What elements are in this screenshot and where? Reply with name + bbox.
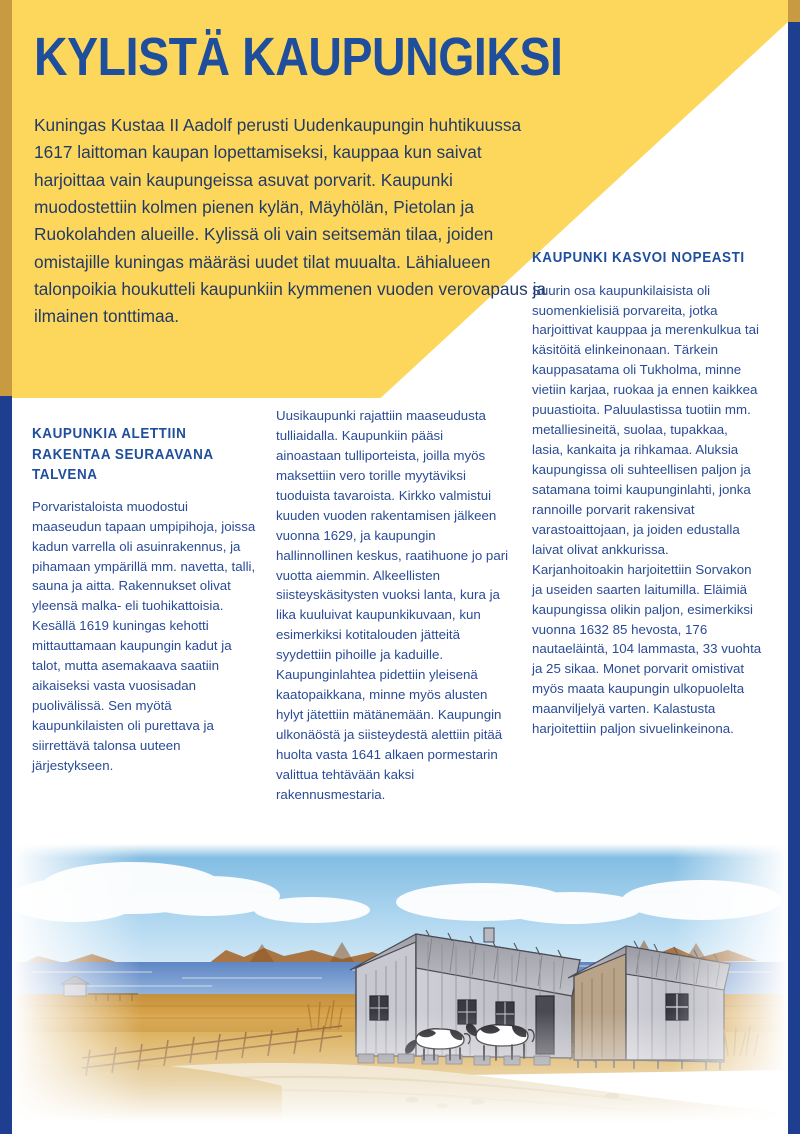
column-left [32, 424, 260, 776]
landscape-illustration-svg [12, 844, 788, 1122]
intro-paragraph: Kuningas Kustaa II Aadolf perusti Uudenkaupungin huhtikuussa 1617 laittoman kaupan lopettamiseksi, kauppaa kun saivat harjoittaa vain kaupungeissa asuvat porvarit. Kaupunki muodostettiin kolmen pienen kylän, Mäyhölän, Pietolan ja Ruokolahden alueille. Kylissä oli vain seitsemän tilaa, joiden omistajille kuningas määräsi uudet tilat muualta. Lähialueen talonpoikia houkutteli kaupunkiin kymmenen vuoden verovapaus ja ilmainen tonttimaa. [34, 115, 547, 327]
column-right [532, 248, 762, 739]
left-edge-gold-stripe [0, 0, 12, 396]
column-right-body: Suurin osa kaupunkilaisista oli suomenkielisiä porvareita, jotka harjoittivat kauppaa ja merenkulkua tai käsitöitä elinkeinonaan. Tärkein kauppasatama oli Tukholma, minne vietiin karjaa, ruokaa ja ennen kaikkea puuastioita. Paluulastissa tuotiin mm. metalliesineitä, suolaa, tupakkaa, lasia, kankaita ja rihkamaa. Aluksia kaupungissa oli suhteellisen paljon ja satamana toimi kaupunginlahti, jonka rannoille porvarit rakensivat varastoaittojaan, ja joiden edustalla laivat olivat ankkurissa. Karjanhoitoakin harjoitettiin Sorvakon ja useiden saarten laitumilla. Eläimiä kaupungissa olikin paljon, esimerkiksi vuonna 1632 85 hevosta, 176 nautaeläintä, 104 lammasta, 33 vuohta ja 25 sikaa. Monet porvarit omistivat myös maata kaupungin ulkopuolelta maanviljelyä varten. Kalastusta harjoitettiin paljon sivuelinkeinona. [532, 282, 762, 737]
left-edge-blue-stripe [0, 396, 12, 1134]
column-left-body: Porvaristaloista muodostui maaseudun tapaan umpipihoja, joissa kadun varrella oli asuinrakennus, ja pihamaan ympärillä mm. navetta, talli, sauna ja aitta. Rakennukset olivat yleensä malka- eli tuohikattoisia. Kesällä 1619 kuningas kehotti mittauttamaan kaupungin kadut ja talot, mutta asemakaava saatiin aikaiseksi vasta vuosisadan puolivälissä. Sen myötä kaupunkilaisten oli purettava ja siirrettävä talonsa uuteen järjestykseen. [32, 498, 256, 773]
right-edge-blue-stripe [788, 22, 800, 1134]
right-edge-gold-stripe [788, 0, 800, 22]
section-heading-kaupunkia-alettiin-rakentaa: KAUPUNKIA ALETTIIN RAKENTAA SEURAAVANA TALVENA [32, 426, 214, 484]
column-middle-body: Uusikaupunki rajattiin maaseudusta tulliaidalla. Kaupunkiin pääsi ainoastaan tulliporteista, joilla myös maksettiin vero torille myytäviksi tuoduista tavaroista. Kirkko valmistui kuuden vuoden rakentamisen jälkeen vuonna 1629, ja kaupungin hallinnollinen keskus, raatihuone jo pari vuotta aiemmin. Alkeellisten siisteyskäsitysten vuoksi lanta, kura ja lika kuuluivat kaupunkikuvaan, kun esimerkiksi kotitalouden jätteitä syydettiin pihoille ja kaduille. Kaupunginlahtea pidettiin yleisenä kaatopaikkana, minne myös alusten hylyt jätettiin mätänemään. Kaupungin ulkonäöstä ja siisteydestä alettiin pitää huolta vasta 1641 alkaen pormestarin valittua tehtävään kaksi rakennusmestaria. [276, 408, 509, 802]
section-heading-kaupunki-kasvoi-nopeasti: KAUPUNKI KASVOI NOPEASTI [532, 250, 745, 266]
page-title: KYLISTÄ KAUPUNGIKSI [34, 27, 563, 87]
column-middle [276, 406, 510, 805]
landscape-illustration [12, 844, 788, 1122]
